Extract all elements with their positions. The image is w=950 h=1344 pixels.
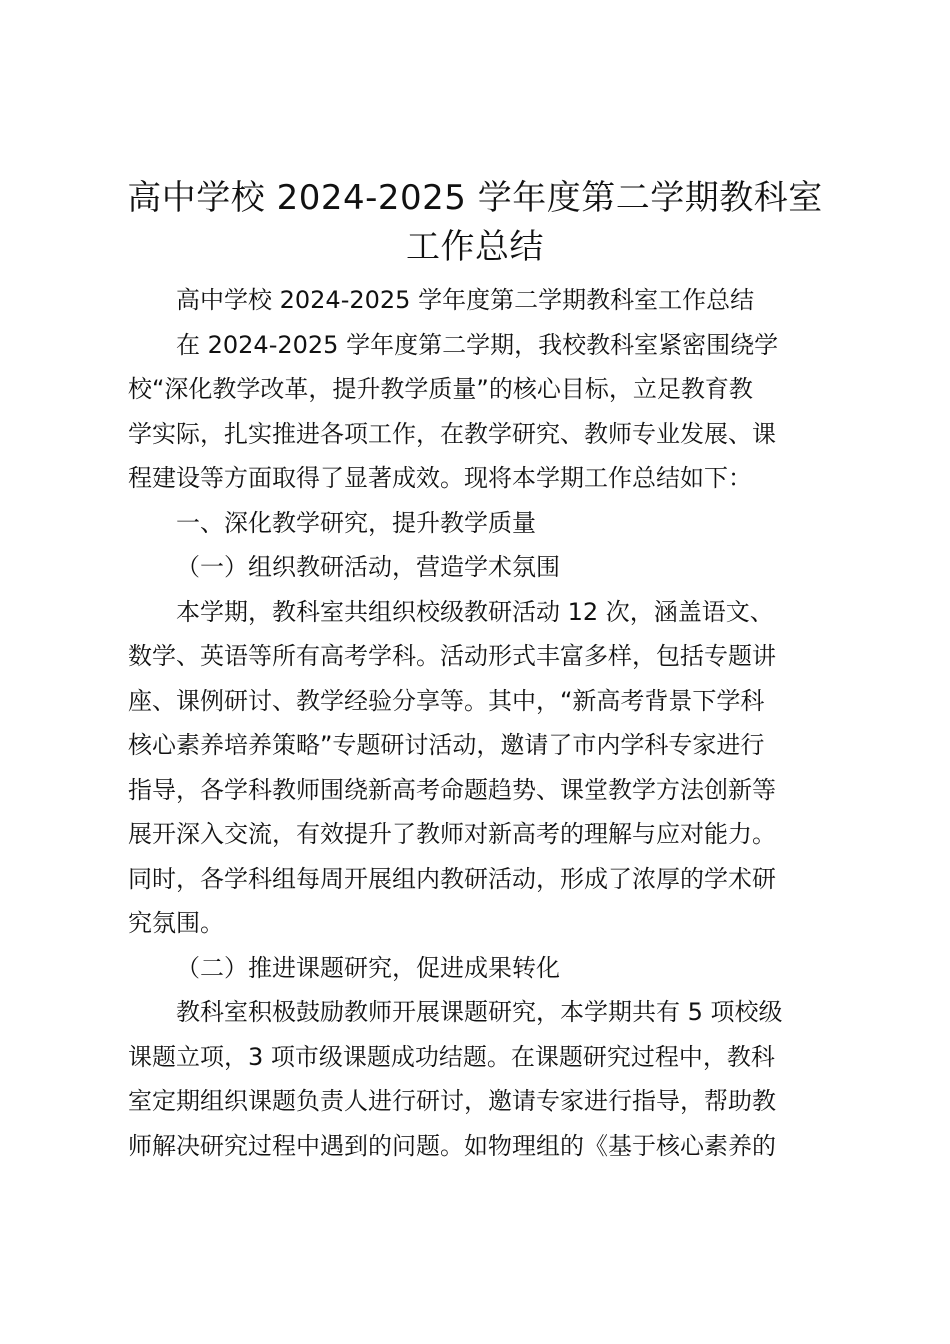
subtitle: 高中学校 2024-2025 学年度第二学期教科室工作总结 [176,286,755,314]
document-title-line-1: 高中学校 2024-2025 学年度第二学期教科室 [127,178,823,218]
section-heading: 一、深化教学研究，提升教学质量 [176,508,536,537]
paragraph-line: 核心素养培养策略”专题研讨活动，邀请了市内学科专家进行 [128,731,765,759]
intro-line: 程建设等方面取得了显著成效。现将本学期工作总结如下： [128,464,752,492]
paragraph-line: 课题立项，3 项市级课题成功结题。在课题研究过程中，教科 [128,1042,775,1071]
subsection-heading: （一）组织教研活动，营造学术氛围 [176,553,560,581]
paragraph-line: 师解决研究过程中遇到的问题。如物理组的《基于核心素养的 [128,1131,776,1160]
paragraph-line: 展开深入交流，有效提升了教师对新高考的理解与应对能力。 [128,820,776,848]
paragraph-line: 室定期组织课题负责人进行研讨，邀请专家进行指导，帮助教 [128,1087,776,1115]
subsection-heading: （二）推进课题研究，促进成果转化 [176,953,560,982]
document-body [128,278,834,1168]
paragraph-line: 究氛围。 [128,909,224,937]
intro-line: 学实际，扎实推进各项工作，在教学研究、教师专业发展、课 [128,419,776,448]
paragraph-line: 数学、英语等所有高考学科。活动形式丰富多样，包括专题讲 [128,642,776,670]
paragraph-line: 本学期，教科室共组织校级教研活动 12 次，涵盖语文、 [176,597,774,626]
paragraph-line: 教科室积极鼓励教师开展课题研究，本学期共有 5 项校级 [176,998,783,1026]
paragraph-line: 同时，各学科组每周开展组内教研活动，形成了浓厚的学术研 [128,864,776,893]
paragraph-line: 指导，各学科教师围绕新高考命题趋势、课堂教学方法创新等 [128,775,776,804]
paragraph-line: 座、课例研讨、教学经验分享等。其中，“新高考背景下学科 [128,686,765,715]
intro-line: 校“深化教学改革，提升教学质量”的核心目标，立足教育教 [128,375,753,403]
document-title-line-2: 工作总结 [406,227,544,267]
intro-line: 在 2024-2025 学年度第二学期，我校教科室紧密围绕学 [176,330,779,359]
